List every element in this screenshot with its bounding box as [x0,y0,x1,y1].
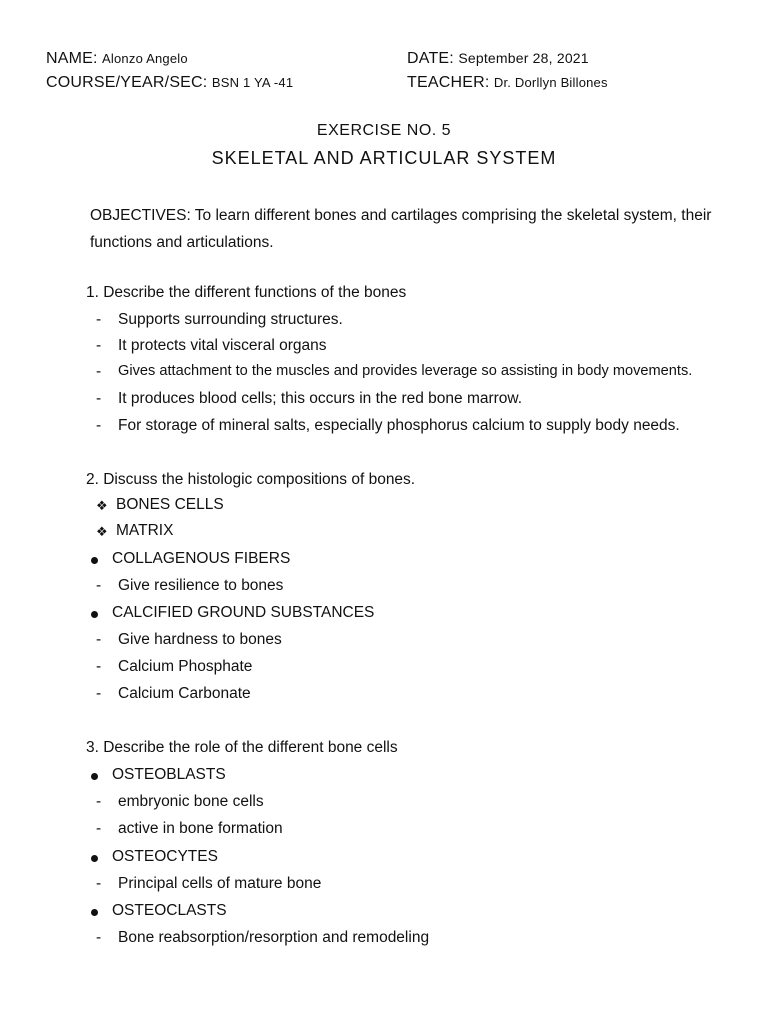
dash-icon: - [96,337,102,354]
date-label: DATE: [407,50,454,67]
exercise-title: EXERCISE NO. 5 [316,122,452,139]
dash-icon: - [96,929,102,946]
dash-icon: - [96,577,102,594]
date-line [407,50,589,68]
name-label: NAME: [46,50,98,67]
teacher-label: TEACHER: [407,74,490,91]
objectives-paragraph: OBJECTIVES: To learn different bones and cartilages comprising the skeletal system, their functions and articulations. [90,207,712,251]
q2-group-title: COLLAGENOUS FIBERS [112,550,291,567]
teacher-line [407,74,608,92]
dash-icon: - [96,793,102,810]
q2-group-item: Calcium Phosphate [118,658,253,675]
q3-group-item: Bone reabsorption/resorption and remodeling [118,929,430,946]
q1-item: Supports surrounding structures. [118,311,343,328]
bullet-dot-icon [91,773,98,780]
q2-group-item: Give resilience to bones [118,577,284,594]
q3-group-title: OSTEOCLASTS [112,902,227,919]
name-line [46,50,188,68]
q3-group-title: OSTEOBLASTS [112,766,226,783]
q1-item: Gives attachment to the muscles and provides leverage so assisting in body movements. [118,363,693,379]
q2-group-title: CALCIFIED GROUND SUBSTANCES [112,604,375,621]
q2-heading: 2. Discuss the histologic compositions of bones. [86,471,416,488]
dash-icon: - [96,390,102,407]
q1-item: It produces blood cells; this occurs in the red bone marrow. [118,390,523,407]
date-value: September 28, 2021 [458,50,589,66]
q2-diamond-item: BONES CELLS [116,496,224,513]
bullet-dot-icon [91,909,98,916]
name-value: Alonzo Angelo [102,51,188,66]
q3-group-item: embryonic bone cells [118,793,264,810]
q3-heading: 3. Describe the role of the different bone cells [86,739,398,756]
bullet-dot-icon [91,611,98,618]
dash-icon: - [96,311,102,328]
diamond-bullet-icon: ❖ [96,524,108,539]
q3-group-item: active in bone formation [118,820,283,837]
dash-icon: - [96,631,102,648]
q3-group-title: OSTEOCYTES [112,848,218,865]
dash-icon: - [96,820,102,837]
dash-icon: - [96,875,102,892]
diamond-bullet-icon: ❖ [96,498,108,513]
dash-icon: - [96,363,102,380]
q1-item: It protects vital visceral organs [118,337,327,354]
course-line [46,74,293,92]
course-label: COURSE/YEAR/SEC: [46,74,208,91]
q1-item: For storage of mineral salts, especially phosphorus calcium to supply body needs. [118,417,680,434]
dash-icon: - [96,417,102,434]
teacher-value: Dr. Dorllyn Billones [493,75,608,90]
q3-group-item: Principal cells of mature bone [118,875,322,892]
course-value: BSN 1 YA -41 [211,75,294,90]
q2-diamond-item: MATRIX [116,522,174,539]
dash-icon: - [96,658,102,675]
q2-group-item: Give hardness to bones [118,631,282,648]
q2-group-item: Calcium Carbonate [118,685,251,702]
q1-heading: 1. Describe the different functions of the bones [86,284,407,301]
bullet-dot-icon [91,557,98,564]
subject-title: SKELETAL AND ARTICULAR SYSTEM [211,148,557,168]
bullet-dot-icon [91,855,98,862]
dash-icon: - [96,685,102,702]
